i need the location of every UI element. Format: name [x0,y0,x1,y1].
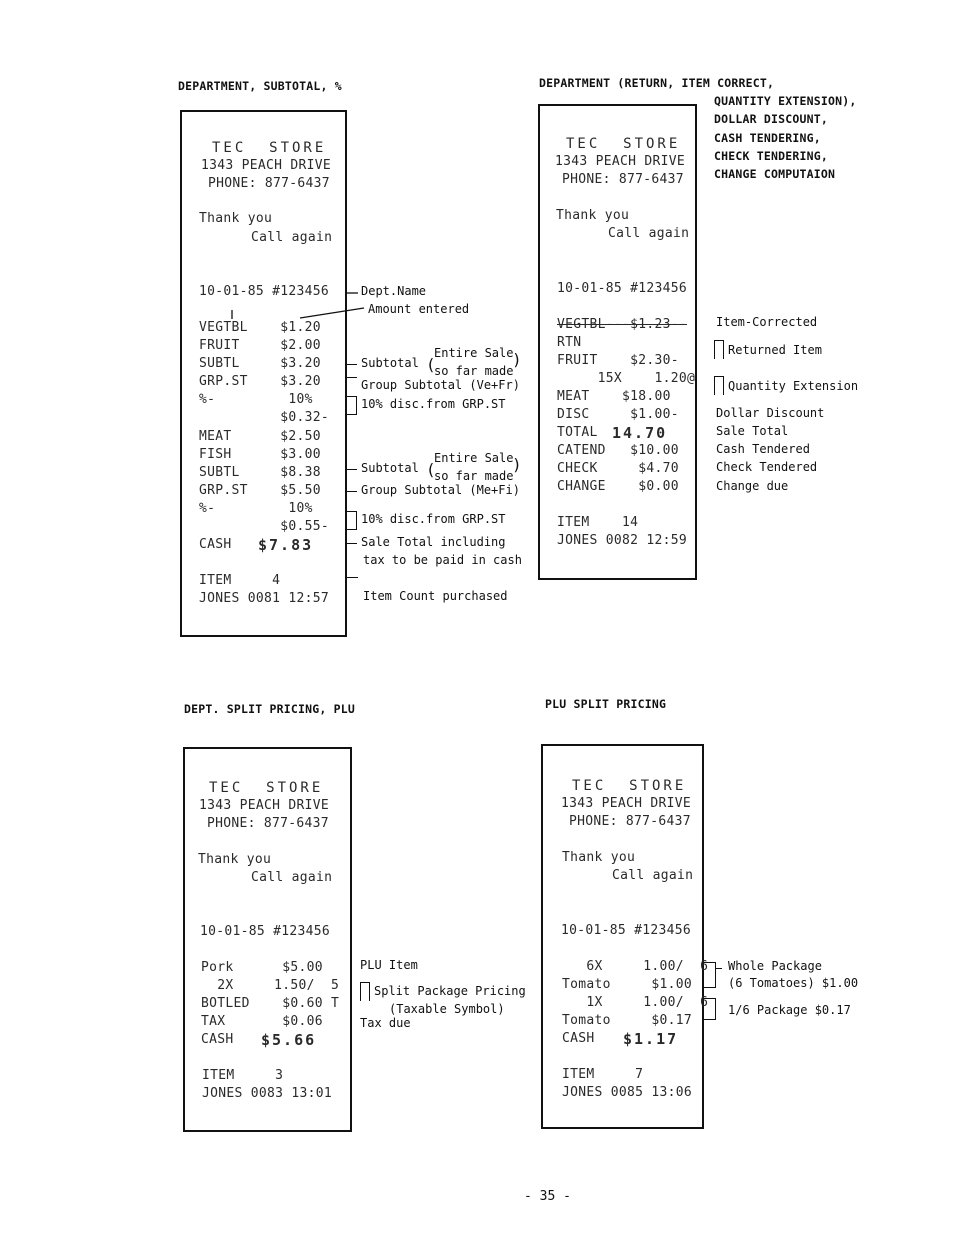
thank-you: Thank you [556,208,630,223]
bracket-one-sixth [704,998,716,1020]
store-name: TEC STORE [212,140,327,156]
ann-entire-sale1: Entire Sale [434,346,514,360]
receipt-footer: JONES 0083 13:01 [202,1086,333,1101]
paren-open: ( [426,460,436,479]
call-again: Call again [612,868,694,883]
ann-disc2: 10% disc.from GRP.ST [361,512,506,526]
ann-sale-total1: Sale Total including [361,535,506,549]
thank-you: Thank you [198,852,272,867]
receipt-line: TAX $0.06 [201,1014,323,1029]
ann-split-package: Split Package Pricing [374,984,526,998]
ann-group-subtotal1: Group Subtotal (Ve+Fr) [361,378,520,392]
cash-label: CASH [562,1031,595,1046]
thank-you: Thank you [562,850,636,865]
ann-so-far2: so far made [434,469,514,483]
leader-subtotal1 [345,364,357,365]
ann-tax-due: Tax due [360,1016,411,1030]
page-number: - 35 - [524,1189,571,1204]
ann-entire-sale2: Entire Sale [434,451,514,465]
receipt-line: SUBTL $8.38 [199,465,321,480]
total-value: 14.70 [612,424,668,442]
paren-open: ( [426,355,436,374]
item-count: ITEM 14 [557,515,639,530]
ann-item-corrected: Item-Corrected [716,315,818,329]
leader-group2 [345,491,357,492]
store-address: 1343 PEACH DRIVE [199,798,330,813]
corrected-line: VEGTBL---$1.23-- [557,317,688,332]
heading-list-item: CHANGE COMPUTAION [714,167,836,182]
ann-amount-entered: Amount entered [368,302,470,316]
receipt-line: RTN [557,335,582,350]
receipt-line: Pork $5.00 [201,960,323,975]
leader-subtotal2 [345,469,357,470]
ann-whole-package: Whole Package [728,959,822,973]
receipt-line: 15X 1.20@ [557,371,696,386]
heading-list-item: DOLLAR DISCOUNT, [714,112,828,127]
receipt-line: $0.32- [199,410,330,425]
leader-whole-package [716,968,722,969]
call-again: Call again [251,230,333,245]
store-name: TEC STORE [209,780,324,796]
receipt-line: MEAT $18.00 [557,389,671,404]
bracket-split-edge [369,982,370,1001]
ann-subtotal2: Subtotal [361,461,419,475]
store-name: TEC STORE [566,136,681,152]
store-phone: PHONE: 877-6437 [208,176,330,191]
cash-value: $5.66 [261,1031,317,1049]
heading-split-plu: DEPT. SPLIT PRICING, PLU [184,702,355,716]
receipt-line: MEAT $2.50 [199,429,321,444]
receipt-plu-split [541,744,709,1129]
receipt-line: BOTLED $0.60 T [201,996,340,1011]
ann-so-far1: so far made [434,364,514,378]
store-name: TEC STORE [572,778,687,794]
cash-label: CASH [201,1032,234,1047]
leader-sale-total [345,543,357,544]
store-address: 1343 PEACH DRIVE [201,158,332,173]
ann-subtotal1: Subtotal [361,356,419,370]
store-address: 1343 PEACH DRIVE [561,796,692,811]
heading-dept-return: DEPARTMENT (RETURN, ITEM CORRECT, [539,76,775,90]
receipt-dept-return [538,104,697,580]
thank-you: Thank you [199,211,273,226]
receipt-date: 10-01-85 #123456 [199,284,330,299]
receipt-line: 2X 1.50/ 5 [201,978,340,993]
receipt-line: VEGTBL $1.20 [199,320,321,335]
ann-dept-name: Dept.Name [361,284,427,298]
receipt-date: 10-01-85 #123456 [561,923,692,938]
heading-plu-split: PLU SPLIT PRICING [545,697,667,711]
total-label: TOTAL [557,425,598,440]
heading-dept-subtotal: DEPARTMENT, SUBTOTAL, % [178,79,342,93]
bracket-group1 [345,377,357,386]
cash-value: $1.17 [623,1030,679,1048]
ann-change-due: Change due [716,479,789,493]
receipt-line: Tomato $0.17 [562,1013,693,1028]
call-again: Call again [251,870,333,885]
receipt-line: CHANGE $0.00 [557,479,679,494]
heading-list-item: CHECK TENDERING, [714,148,828,163]
paren-close: ) [512,350,522,369]
bracket-disc2-edge [356,511,357,530]
receipt-line: 6X 1.00/ 6 [562,959,709,974]
ann-dollar-discount: Dollar Discount [716,406,825,420]
ann-returned-item: Returned Item [728,343,822,357]
receipt-line: CATEND $10.00 [557,443,679,458]
heading-list-item: CASH TENDERING, [714,130,821,145]
receipt-line: Tomato $1.00 [562,977,693,992]
ann-quantity-extension: Quantity Extension [728,379,859,393]
receipt-line: DISC $1.00- [557,407,679,422]
receipt-line: GRP.ST $5.50 [199,483,321,498]
paren-close: ) [512,455,522,474]
store-phone: PHONE: 877-6437 [569,814,691,829]
leader-amount-entered [300,308,364,318]
ann-six-tomatoes: (6 Tomatoes) $1.00 [728,976,859,990]
ann-sale-total: Sale Total [716,424,789,438]
item-count: ITEM 3 [202,1068,284,1083]
call-again: Call again [608,226,690,241]
store-phone: PHONE: 877-6437 [207,816,329,831]
cash-label: CASH [199,537,232,552]
receipt-footer: JONES 0082 12:59 [557,533,688,548]
receipt-footer: JONES 0085 13:06 [562,1085,693,1100]
receipt-line: %- 10% [199,392,313,407]
receipt-line: FRUIT $2.30- [557,353,679,368]
receipt-line: CHECK $4.70 [557,461,679,476]
receipt-line: %- 10% [199,501,313,516]
receipt-date: 10-01-85 #123456 [200,924,331,939]
ann-one-sixth: 1/6 Package $0.17 [728,1003,851,1017]
ann-sale-total2: tax to be paid in cash [363,553,522,567]
ann-cash-tendered: Cash Tendered [716,442,810,456]
ann-group-subtotal2: Group Subtotal (Me+Fi) [361,483,520,497]
bracket-disc1-edge [356,396,357,415]
bracket-quantity-edge [723,376,724,395]
receipt-line: FRUIT $2.00 [199,338,321,353]
receipt-split-plu [183,747,352,1132]
cash-value: $7.83 [258,536,314,554]
receipt-line: 1X 1.00/ 6 [562,995,709,1010]
receipt-line: $0.55- [199,519,330,534]
ann-check-tendered: Check Tendered [716,460,818,474]
ann-plu-item: PLU Item [360,958,418,972]
store-phone: PHONE: 877-6437 [562,172,684,187]
bracket-whole-package [704,962,716,988]
bracket-item-count [346,577,358,599]
ann-disc1: 10% disc.from GRP.ST [361,397,506,411]
receipt-line: GRP.ST $3.20 [199,374,321,389]
item-count: ITEM 7 [562,1067,644,1082]
item-count: ITEM 4 [199,573,281,588]
ann-item-count: Item Count purchased [363,589,508,603]
ann-taxable-symbol: (Taxable Symbol) [389,1002,505,1016]
receipt-footer: JONES 0081 12:57 [199,591,330,606]
heading-list-item: QUANTITY EXTENSION), [714,94,857,108]
receipt-date: 10-01-85 #123456 [557,281,688,296]
receipt-line: SUBTL $3.20 [199,356,321,371]
bracket-returned-edge [723,340,724,359]
store-address: 1343 PEACH DRIVE [555,154,686,169]
receipt-line: FISH $3.00 [199,447,321,462]
